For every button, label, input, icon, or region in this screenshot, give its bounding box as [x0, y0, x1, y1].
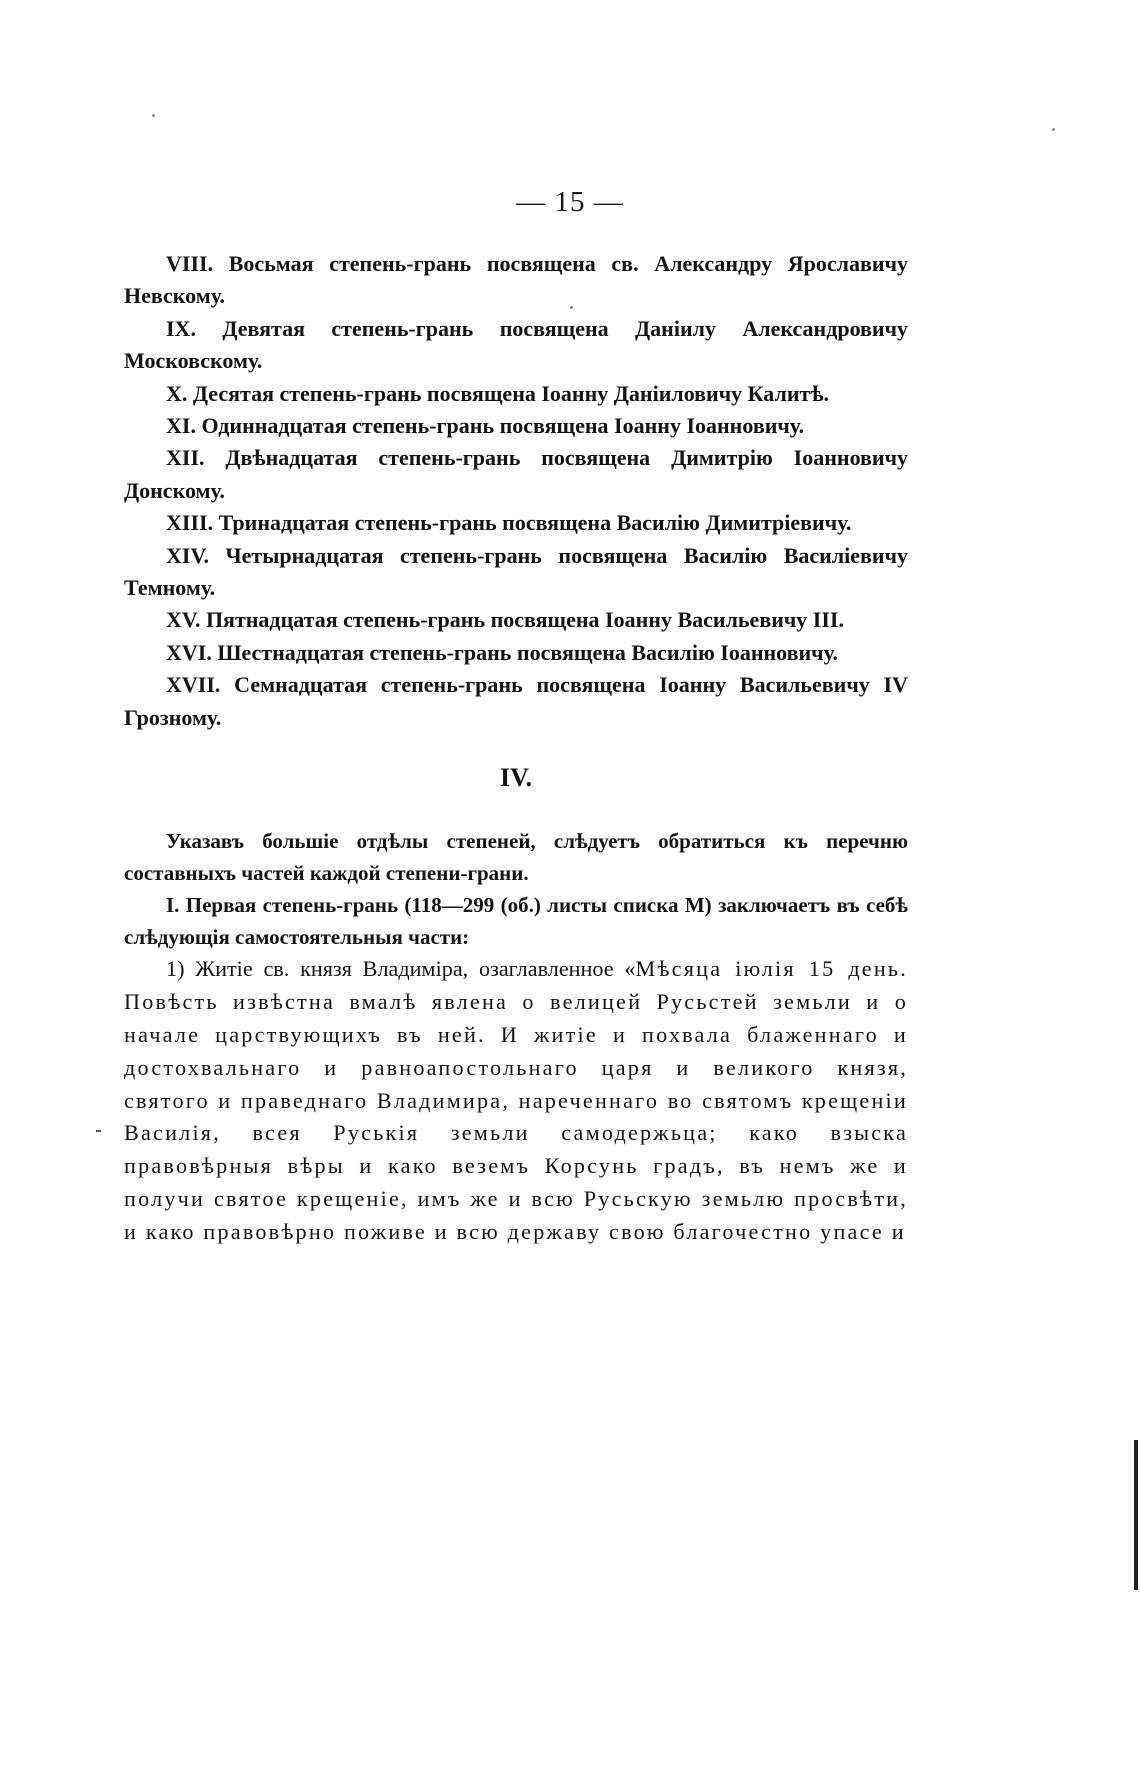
entry-xvi: XVI. Шестнадцатая степень-грань посвящена Василію Іоанновичу. — [166, 639, 838, 665]
margin-mark — [96, 1130, 101, 1132]
entry-xv: XV. Пятнадцатая степень-грань посвящена Іоанну Васильевичу III. — [166, 607, 844, 633]
entry-ix: IX. Девятая степень-грань посвящена Даніилу Александровичу Московскому. — [124, 315, 908, 374]
vladimir-life-intro: 1) Житіе св. князя Владиміра, озаглавленное « — [166, 956, 636, 982]
vladimir-life-quote: Мѣсяца іюлія 15 день. Повѣсть извѣстна вмалѣ явлена о велицей Русьстей земьли и о начале царствующихъ въ ней. И житіе и похвала блаженнаго и достохвальнаго и равноапостольнаго царя и великого князя, святого и праведнаго Владимира, нареченнаго во святомъ крещеніи Василія, всея Руськія земьли самодержьца; како взыска правовѣрныя вѣры и како веземъ Корсунь градъ, въ немъ же и получи святое крещеніе, имъ же и всю Русьскую земьлю просвѣти, и како правовѣрно поживе и всю державу свою благочестно упасе и — [124, 956, 908, 1244]
paragraph-first-degree: I. Первая степень-грань (118—299 (об.) листы списка М) заключаетъ въ себѣ слѣдующія самостоятельныя части: — [124, 892, 908, 950]
entry-x: X. Десятая степень-грань посвящена Іоанну Даніиловичу Калитѣ. — [166, 380, 830, 406]
entry-xiii: XIII. Тринадцатая степень-грань посвящена Василію Димитріевичу. — [166, 510, 852, 536]
paper-speck — [570, 306, 573, 309]
page-body — [124, 248, 908, 1248]
entry-xvii: XVII. Семнадцатая степень-грань посвящена Іоанну Васильевичу IV Грозному. — [124, 672, 908, 730]
section-heading: IV. — [499, 763, 533, 793]
entry-viii: VIII. Восьмая степень-грань посвящена св. Александру Ярославичу Невскому. — [124, 251, 908, 309]
entry-xii: XII. Двѣнадцатая степень-грань посвящена Димитрію Іоанновичу Донскому. — [124, 445, 908, 503]
paper-speck — [1052, 128, 1055, 131]
paper-speck — [152, 114, 155, 117]
entry-xi: XI. Одиннадцатая степень-грань посвящена Іоанну Іоанновичу. — [166, 413, 805, 439]
entry-xiv: XIV. Четырнадцатая степень-грань посвящена Василію Василіевичу Темному. — [124, 542, 908, 601]
page-number: — 15 — — [516, 186, 624, 218]
paragraph-intro: Указавъ большіе отдѣлы степеней, слѣдуетъ обратиться къ перечню составныхъ частей каждой степени-грани. — [124, 828, 908, 885]
page-edge-mark — [1134, 1440, 1138, 1590]
paragraph-vladimir-life — [124, 953, 908, 1248]
